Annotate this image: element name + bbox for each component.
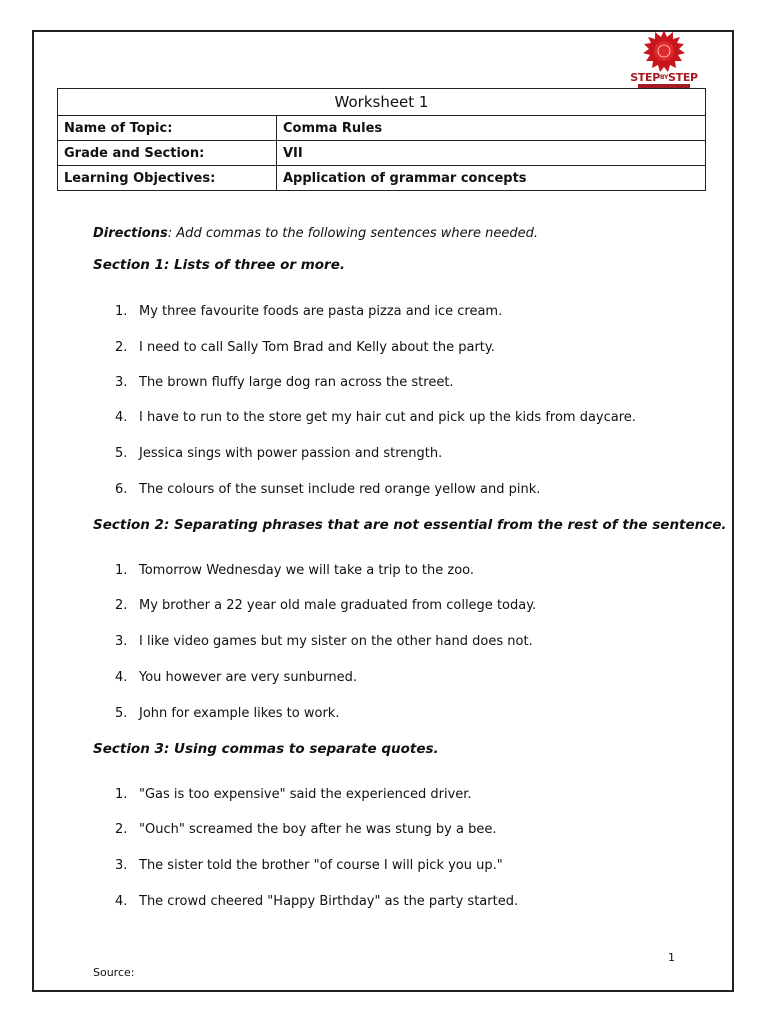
list-item: 3. The brown fluffy large dog ran across the street.: [115, 375, 454, 390]
table-value: Comma Rules: [277, 116, 706, 141]
list-item: 1. "Gas is too expensive" said the experienced driver.: [115, 787, 472, 802]
list-item: 2. I need to call Sally Tom Brad and Kelly about the party.: [115, 340, 495, 355]
table-row: [58, 116, 706, 141]
table-value: VII: [277, 141, 706, 166]
table-value: Application of grammar concepts: [277, 166, 706, 191]
section-heading: Section 1: Lists of three or more.: [93, 257, 345, 273]
list-item: 4. You however are very sunburned.: [115, 670, 358, 685]
list-item: 5. Jessica sings with power passion and strength.: [115, 446, 443, 461]
table-label: Name of Topic:: [58, 116, 277, 141]
list-item: 1. My three favourite foods are pasta pizza and ice cream.: [115, 304, 503, 319]
page-number: 1: [668, 951, 675, 964]
source-label: Source:: [93, 966, 135, 979]
worksheet-info-table: [57, 88, 706, 191]
list-item: 2. My brother a 22 year old male graduated from college today.: [115, 598, 537, 613]
logo-wordmark: STEPBYSTEP: [630, 71, 698, 84]
list-item: 6. The colours of the sunset include red orange yellow and pink.: [115, 482, 541, 497]
step-by-step-logo: [628, 30, 700, 90]
list-item: 4. I have to run to the store get my hair cut and pick up the kids from daycare.: [115, 410, 636, 425]
list-item: 3. The sister told the brother "of course I will pick you up.": [115, 858, 503, 873]
directions-label: Directions: [93, 226, 168, 241]
list-item: 4. The crowd cheered "Happy Birthday" as the party started.: [115, 894, 519, 909]
star-seal-icon: [628, 30, 700, 74]
section-heading: Section 3: Using commas to separate quotes.: [93, 741, 439, 757]
table-label: Learning Objectives:: [58, 166, 277, 191]
section-heading: Section 2: Separating phrases that are not essential from the rest of the sentence.: [93, 517, 727, 533]
list-item: 3. I like video games but my sister on the other hand does not.: [115, 634, 533, 649]
list-item: 1. Tomorrow Wednesday we will take a trip to the zoo.: [115, 563, 475, 578]
table-row: [58, 141, 706, 166]
table-row: [58, 166, 706, 191]
list-item: 5. John for example likes to work.: [115, 706, 340, 721]
directions-text: : Add commas to the following sentences where needed.: [167, 226, 538, 241]
table-label: Grade and Section:: [58, 141, 277, 166]
worksheet-title: Worksheet 1: [58, 89, 706, 116]
list-item: 2. "Ouch" screamed the boy after he was stung by a bee.: [115, 822, 497, 837]
directions: [93, 226, 538, 241]
